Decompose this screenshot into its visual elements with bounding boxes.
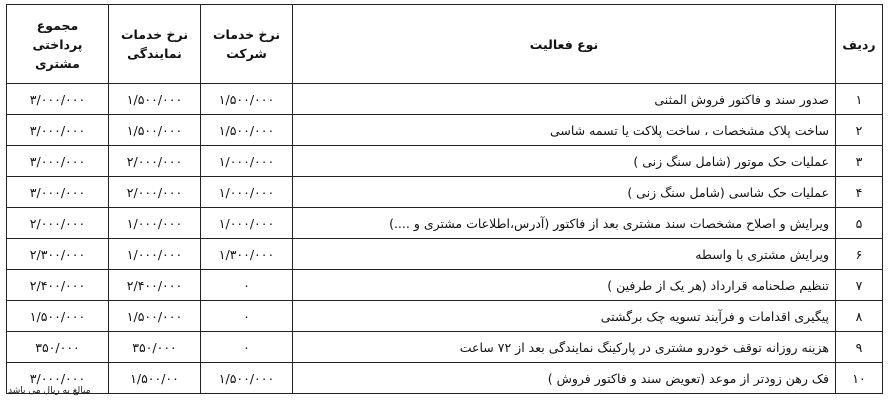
activity-cell: عملیات حک موتور (شامل سنگ زنی ) bbox=[293, 146, 836, 177]
header-activity-type: نوع فعالیت bbox=[293, 5, 836, 84]
agency-rate-cell: ۱/۵۰۰/۰۰۰ bbox=[109, 84, 201, 115]
row-number-cell: ۴ bbox=[836, 177, 883, 208]
total-cell: ۲/۳۰۰/۰۰۰ bbox=[7, 239, 109, 270]
activity-cell: هزینه روزانه توقف خودرو مشتری در پارکینگ نمایندگی بعد از ۷۲ ساعت bbox=[293, 332, 836, 363]
agency-rate-cell: ۱/۰۰۰/۰۰۰ bbox=[109, 208, 201, 239]
row-number-cell: ۲ bbox=[836, 115, 883, 146]
row-number-cell: ۵ bbox=[836, 208, 883, 239]
fee-table-container bbox=[6, 4, 882, 394]
agency-rate-cell: ۱/۵۰۰/۰۰۰ bbox=[109, 301, 201, 332]
total-cell: ۲/۰۰۰/۰۰۰ bbox=[7, 208, 109, 239]
activity-cell: ویرایش و اصلاح مشخصات سند مشتری بعد از فاکتور (آدرس،اطلاعات مشتری و ....) bbox=[293, 208, 836, 239]
activity-cell: صدور سند و فاکتور فروش المثنی bbox=[293, 84, 836, 115]
agency-rate-cell: ۲/۰۰۰/۰۰۰ bbox=[109, 146, 201, 177]
row-number-cell: ۷ bbox=[836, 270, 883, 301]
table-row bbox=[7, 239, 883, 270]
total-cell: ۲/۴۰۰/۰۰۰ bbox=[7, 270, 109, 301]
table-row bbox=[7, 270, 883, 301]
company-rate-cell: ۱/۰۰۰/۰۰۰ bbox=[201, 208, 293, 239]
table-row bbox=[7, 363, 883, 394]
table-header-row bbox=[7, 5, 883, 84]
activity-cell: ویرایش مشتری با واسطه bbox=[293, 239, 836, 270]
table-row bbox=[7, 177, 883, 208]
agency-rate-cell: ۲/۰۰۰/۰۰۰ bbox=[109, 177, 201, 208]
agency-rate-cell: ۱/۰۰۰/۰۰۰ bbox=[109, 239, 201, 270]
company-rate-cell: ۱/۰۰۰/۰۰۰ bbox=[201, 146, 293, 177]
agency-rate-cell: ۱/۵۰۰/۰۰ bbox=[109, 363, 201, 394]
activity-cell: ساخت پلاک مشخصات ، ساخت پلاکت یا تسمه شاسی bbox=[293, 115, 836, 146]
activity-cell: تنظیم صلحنامه قرارداد (هر یک از طرفین ) bbox=[293, 270, 836, 301]
company-rate-cell: ۱/۵۰۰/۰۰۰ bbox=[201, 84, 293, 115]
company-rate-cell: ۰ bbox=[201, 270, 293, 301]
row-number-cell: ۸ bbox=[836, 301, 883, 332]
company-rate-cell: ۱/۵۰۰/۰۰۰ bbox=[201, 115, 293, 146]
table-row bbox=[7, 84, 883, 115]
company-rate-cell: ۱/۵۰۰/۰۰۰ bbox=[201, 363, 293, 394]
agency-rate-cell: ۱/۵۰۰/۰۰۰ bbox=[109, 115, 201, 146]
total-cell: ۳/۰۰۰/۰۰۰ bbox=[7, 115, 109, 146]
company-rate-cell: ۰ bbox=[201, 332, 293, 363]
activity-cell: پیگیری اقدامات و فرآیند تسویه چک برگشتی bbox=[293, 301, 836, 332]
company-rate-cell: ۱/۰۰۰/۰۰۰ bbox=[201, 177, 293, 208]
row-number-cell: ۱۰ bbox=[836, 363, 883, 394]
service-fee-table bbox=[6, 4, 883, 394]
row-number-cell: ۱ bbox=[836, 84, 883, 115]
total-cell: ۳/۰۰۰/۰۰۰ bbox=[7, 363, 109, 394]
total-cell: ۳۵۰/۰۰۰ bbox=[7, 332, 109, 363]
header-company-rate: نرخ خدمات شرکت bbox=[201, 5, 293, 84]
table-row bbox=[7, 332, 883, 363]
total-cell: ۳/۰۰۰/۰۰۰ bbox=[7, 177, 109, 208]
total-cell: ۳/۰۰۰/۰۰۰ bbox=[7, 146, 109, 177]
table-row bbox=[7, 115, 883, 146]
activity-cell: فک رهن زودتر از موعد (تعویض سند و فاکتور فروش ) bbox=[293, 363, 836, 394]
agency-rate-cell: ۳۵۰/۰۰۰ bbox=[109, 332, 201, 363]
table-row bbox=[7, 208, 883, 239]
company-rate-cell: ۱/۳۰۰/۰۰۰ bbox=[201, 239, 293, 270]
table-row bbox=[7, 146, 883, 177]
total-cell: ۱/۵۰۰/۰۰۰ bbox=[7, 301, 109, 332]
row-number-cell: ۳ bbox=[836, 146, 883, 177]
header-row-number: ردیف bbox=[836, 5, 883, 84]
total-cell: ۳/۰۰۰/۰۰۰ bbox=[7, 84, 109, 115]
currency-footnote: مبالغ به ریال می باشد bbox=[8, 386, 91, 396]
table-row bbox=[7, 301, 883, 332]
agency-rate-cell: ۲/۴۰۰/۰۰۰ bbox=[109, 270, 201, 301]
header-customer-total: مجموع پرداختی مشتری bbox=[7, 5, 109, 84]
company-rate-cell: ۰ bbox=[201, 301, 293, 332]
header-agency-rate: نرخ خدمات نمایندگی bbox=[109, 5, 201, 84]
row-number-cell: ۶ bbox=[836, 239, 883, 270]
activity-cell: عملیات حک شاسی (شامل سنگ زنی ) bbox=[293, 177, 836, 208]
row-number-cell: ۹ bbox=[836, 332, 883, 363]
